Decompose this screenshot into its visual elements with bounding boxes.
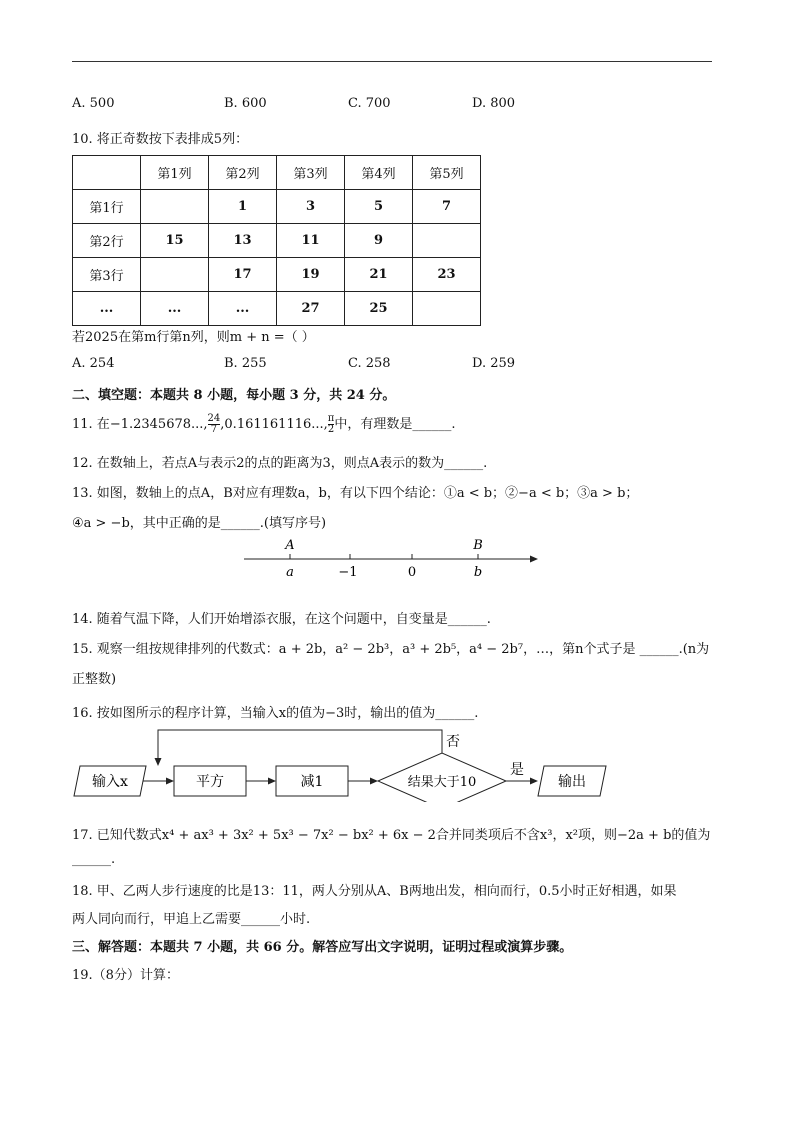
header-rule xyxy=(72,61,712,62)
option-c: C. 258 xyxy=(348,356,391,371)
q15-line1: 15. 观察一组按规律排列的代数式：a + 2b，a² − 2b³，a³ + 2b⁵，a⁴ − 2b⁷，…，第n个式子是 ______.(n为 xyxy=(72,642,710,657)
q18-line1: 18. 甲、乙两人步行速度的比是13：11，两人分别从A、B两地出发，相向而行，0.5小时正好相遇，如果 xyxy=(72,884,677,899)
option-b: B. 600 xyxy=(224,96,267,111)
table-cell: 第2行 xyxy=(73,224,141,258)
q18-line2: 两人同向而行，甲追上乙需要______小时. xyxy=(72,912,311,927)
table-row xyxy=(73,190,481,224)
table-cell: 21 xyxy=(345,258,413,292)
q14: 14. 随着气温下降，人们开始增添衣服，在这个问题中，自变量是______. xyxy=(72,612,491,627)
section-3-title: 三、解答题：本题共 7 小题，共 66 分。解答应写出文字说明，证明过程或演算步骤。 xyxy=(72,940,573,955)
q10-stem: 10. 将正奇数按下表排成5列： xyxy=(72,132,249,147)
label-b: b xyxy=(473,565,483,580)
label-neg1: −1 xyxy=(338,565,358,580)
table-cell xyxy=(413,292,481,326)
flow-loop-line xyxy=(158,730,442,764)
q16: 16. 按如图所示的程序计算，当输入x的值为−3时，输出的值为______. xyxy=(72,706,479,721)
fraction-denominator: 2 xyxy=(327,424,335,435)
section-2-title: 二、填空题：本题共 8 小题，每小题 3 分，共 24 分。 xyxy=(72,388,396,403)
arrow-head-icon xyxy=(166,778,174,785)
table-cell: 第3行 xyxy=(73,258,141,292)
fraction-numerator: π xyxy=(327,413,335,424)
q11-mid: ,0.161161116..., xyxy=(220,417,328,432)
q15-line2: 正整数) xyxy=(72,672,117,687)
q19: 19.（8分）计算： xyxy=(72,968,179,983)
option-c: C. 700 xyxy=(348,96,391,111)
odd-number-table xyxy=(72,155,481,326)
flow-yes-label: 是 xyxy=(510,762,524,778)
flow-minus-label: 减1 xyxy=(300,774,324,790)
table-header-row xyxy=(73,156,481,190)
q11 xyxy=(72,414,456,435)
table-cell: 27 xyxy=(277,292,345,326)
table-cell: ... xyxy=(73,292,141,326)
table-row xyxy=(73,224,481,258)
table-cell: 第1行 xyxy=(73,190,141,224)
label-B: B xyxy=(473,538,483,553)
table-cell: 15 xyxy=(141,224,209,258)
table-cell: 第2列 xyxy=(209,156,277,190)
q17-line1: 17. 已知代数式x⁴ + ax³ + 3x² + 5x³ − 7x² − bx² + 6x − 2合并同类项后不含x³，x²项，则−2a + b的值为 xyxy=(72,828,711,843)
option-d: D. 800 xyxy=(472,96,516,111)
program-flowchart xyxy=(72,724,612,802)
fraction-24-7 xyxy=(208,414,221,435)
table-row xyxy=(73,292,481,326)
table-cell xyxy=(73,156,141,190)
table-cell: 第3列 xyxy=(277,156,345,190)
flow-decision-label: 结果大于10 xyxy=(407,775,477,790)
table-cell: 13 xyxy=(209,224,277,258)
q13-line2: ④a > −b，其中正确的是______.(填写序号) xyxy=(72,516,327,531)
table-cell: 19 xyxy=(277,258,345,292)
option-a: A. 500 xyxy=(72,96,115,111)
q13-line1: 13. 如图，数轴上的点A，B对应有理数a，b，有以下四个结论：①a < b；②−a < b；③a > b； xyxy=(72,486,639,501)
table-cell: 5 xyxy=(345,190,413,224)
table-cell: 7 xyxy=(413,190,481,224)
table-cell: ... xyxy=(141,292,209,326)
q11-prefix: 11. 在 xyxy=(72,417,110,432)
arrow-head-icon xyxy=(530,778,538,785)
label-A: A xyxy=(285,538,295,553)
arrow-head-icon xyxy=(155,758,162,766)
table-cell: 11 xyxy=(277,224,345,258)
label-a: a xyxy=(286,565,294,580)
q11-suffix: 中，有理数是______. xyxy=(334,417,456,432)
fraction-numerator: 24 xyxy=(207,413,221,424)
table-cell: ... xyxy=(209,292,277,326)
q17-line2: ______. xyxy=(72,852,116,867)
flow-output-label: 输出 xyxy=(558,774,586,790)
flow-input-label: 输入x xyxy=(92,774,128,790)
table-cell xyxy=(141,190,209,224)
table-cell xyxy=(413,224,481,258)
number-line-figure xyxy=(236,534,546,582)
table-cell xyxy=(141,258,209,292)
table-cell: 第5列 xyxy=(413,156,481,190)
label-0: 0 xyxy=(407,565,417,580)
q11-nums: −1.2345678..., xyxy=(109,417,208,432)
option-b: B. 255 xyxy=(224,356,267,371)
table-cell: 23 xyxy=(413,258,481,292)
option-d: D. 259 xyxy=(472,356,516,371)
arrow-head-icon xyxy=(268,778,276,785)
table-cell: 3 xyxy=(277,190,345,224)
flow-square-label: 平方 xyxy=(196,774,224,790)
table-cell: 1 xyxy=(209,190,277,224)
q9-options xyxy=(72,96,552,114)
table-cell: 17 xyxy=(209,258,277,292)
table-cell: 25 xyxy=(345,292,413,326)
fraction-denominator: 7 xyxy=(210,424,218,435)
table-cell: 第4列 xyxy=(345,156,413,190)
option-a: A. 254 xyxy=(72,356,115,371)
arrow-head-icon xyxy=(530,556,538,563)
q12: 12. 在数轴上，若点A与表示2的点的距离为3，则点A表示的数为______. xyxy=(72,456,488,471)
q10-options xyxy=(72,356,552,374)
table-cell: 9 xyxy=(345,224,413,258)
table-cell: 第1列 xyxy=(141,156,209,190)
flow-no-label: 否 xyxy=(446,734,460,750)
table-row xyxy=(73,258,481,292)
q10-question: 若2025在第m行第n列，则m + n =（ ） xyxy=(72,330,315,345)
